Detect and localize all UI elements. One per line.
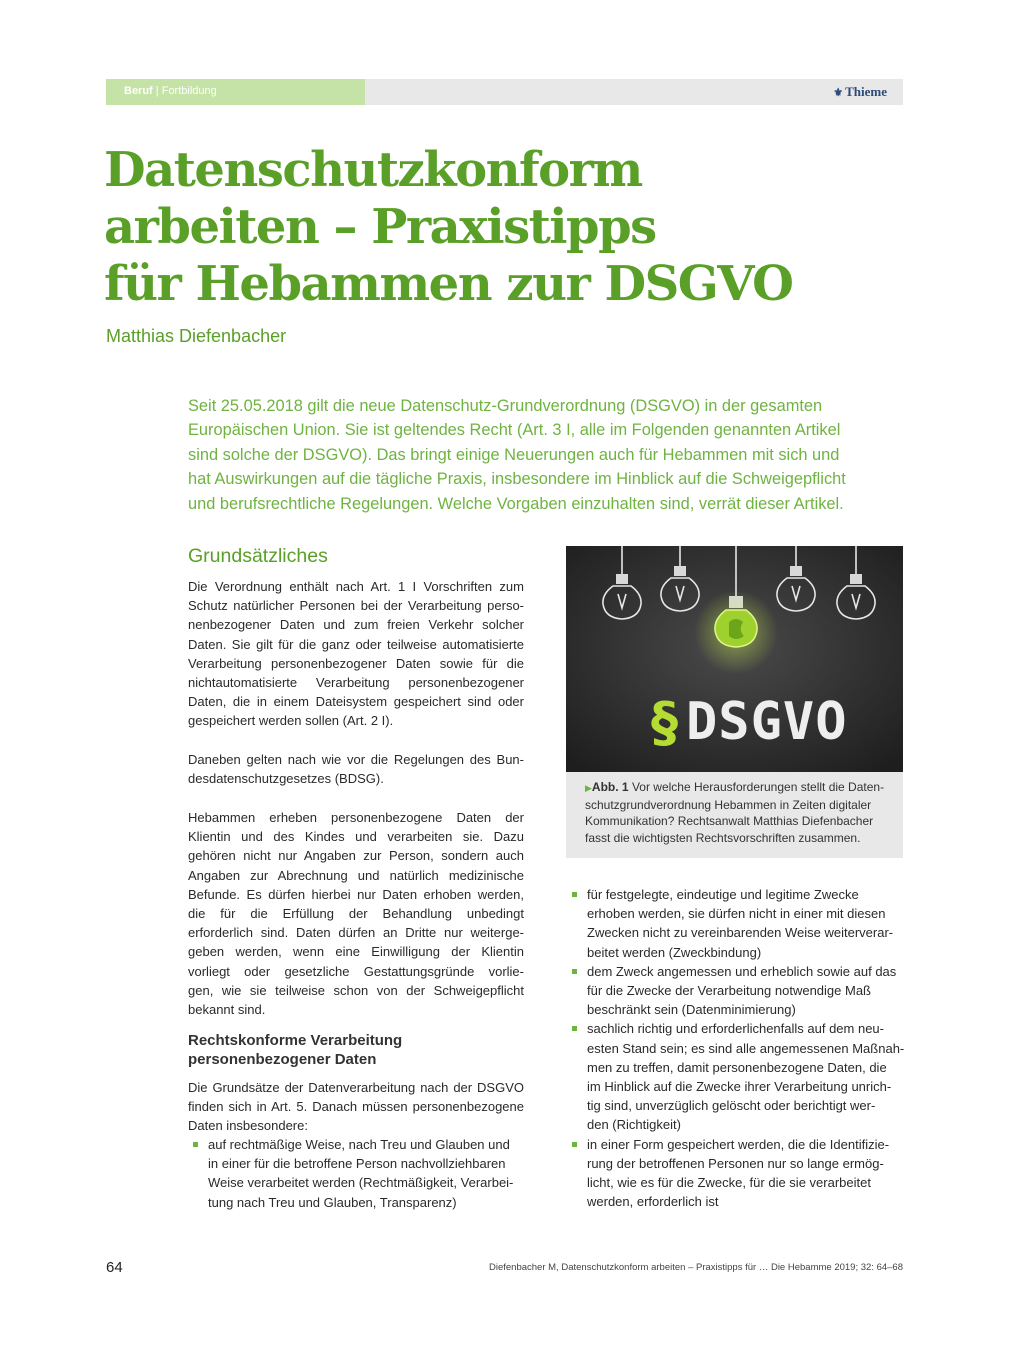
title-line: für Hebammen zur DSGVO <box>104 256 793 312</box>
paragraph-scope <box>188 577 524 731</box>
text-line: Daten, die in einem Dateisystem gespeichert sind oder <box>188 694 524 710</box>
text-line: in einer für die betroffene Person nachvollziehbaren <box>208 1156 506 1172</box>
caption-first-text: Vor welche Herausforderungen stellt die Daten- <box>631 780 885 794</box>
text-line: für festgelegte, eindeutige und legitime Zwecke <box>587 887 859 902</box>
subheading-rechtskonforme-verarbeitung <box>188 1031 524 1069</box>
text-line: Daten insbesondere: <box>188 1118 308 1134</box>
paragraph-hebammen <box>188 808 524 1019</box>
page-number: 64 <box>106 1259 123 1276</box>
text-line: auf rechtmäßige Weise, nach Treu und Glauben und <box>208 1137 510 1152</box>
principles-list-right <box>567 885 903 1211</box>
text-line: Angaben zur Abrechnung und natürlich medizinische <box>188 867 524 883</box>
text-line: desdatenschutzgesetzes (BDSG). <box>188 771 384 787</box>
lead-line: und berufsrechtliche Regelungen. Welche Vorgaben einzuhalten sind, verrät dieser Artikel. <box>188 494 844 513</box>
text-line: nichtautomatisierte Verarbeitung personenbezogener <box>188 675 524 691</box>
title-line: arbeiten – Praxistipps <box>104 199 656 255</box>
section-label <box>124 85 217 97</box>
section-heading-grundsaetzliches: Grundsätzliches <box>188 545 328 567</box>
text-line: gen, wie sie teilweise schon von der Schweigepflicht <box>188 982 524 998</box>
text-line: Verarbeitung personenbezogener Daten sowie für die <box>188 655 524 671</box>
text-line: werden, erforderlich ist <box>587 1194 719 1210</box>
lead-line: hat Auswirkungen auf die tägliche Praxis, insbesondere im Hinblick auf die Schweigepflicht <box>188 470 846 489</box>
text-line: in einer Form gespeichert werden, die die Identifizie- <box>587 1136 890 1152</box>
list-item <box>567 1019 903 1134</box>
text-line: finden sich in Art. 5. Danach müssen personenbezogene <box>188 1099 524 1115</box>
figure-dsgvo-image <box>566 546 903 772</box>
article-title <box>104 142 924 313</box>
text-line: rung der betroffenen Personen nur so lange ermög- <box>587 1155 884 1171</box>
thieme-emblem-icon: ⚜ <box>833 87 844 99</box>
caption-line <box>585 779 895 797</box>
text-line: den (Richtigkeit) <box>587 1117 681 1133</box>
subheading-line: personenbezogener Daten <box>188 1051 377 1068</box>
list-item <box>188 1135 524 1212</box>
chalkboard-bulbs-illustration <box>566 546 903 772</box>
text-line: men zu treffen, damit personenbezogene Daten, die <box>587 1059 887 1075</box>
text-line: beschränkt sein (Datenminimierung) <box>587 1002 796 1018</box>
lead-paragraph <box>188 394 908 516</box>
list-item <box>567 885 903 962</box>
text-line: Daneben gelten nach wie vor die Regelungen des Bun- <box>188 752 524 767</box>
text-line: esten Stand sein; es sind alle angemessenen Maßnah- <box>587 1040 905 1056</box>
caption-line: fasst die wichtigsten Rechtsvorschriften zusammen. <box>585 830 861 845</box>
publisher-logo <box>833 84 887 100</box>
text-line: Zwecken nicht zu vereinbarenden Weise weiterverar- <box>587 925 894 941</box>
subheading-line: Rechtskonforme Verarbeitung <box>188 1032 403 1049</box>
text-line: vorliegt oder gesetzliche Gestattungsgründe vorlie- <box>188 963 524 979</box>
text-line: im Hinblick auf die Zwecke ihrer Verarbeitung unrich- <box>587 1079 892 1095</box>
section-name: Beruf <box>124 85 153 97</box>
text-line: Klientin und des Kindes und verarbeiten sie. Dazu <box>188 829 524 845</box>
text-line: nenbezogener Daten und zum freien Verkehr solcher <box>188 617 524 633</box>
text-line: licht, wie es für die Zwecke, für die sie verarbeitet <box>587 1175 871 1191</box>
caption-text <box>585 779 895 846</box>
text-line: erhoben werden, sie dürfen nicht in einer mit diesen <box>587 906 886 922</box>
paragraph-bdsg <box>188 750 524 788</box>
caption-line: schutzgrundverordnung Hebammen in Zeiten digitaler <box>585 797 872 812</box>
caption-label: Abb. 1 <box>591 780 629 794</box>
lead-line: sind solche der DSGVO). Das bringt einige Neuerungen auch für Hebammen mit sich und <box>188 445 840 464</box>
text-line: Daten. Sie gilt für die ganz oder teilweise automatisierte <box>188 636 524 652</box>
figure-caption <box>566 772 903 858</box>
publisher-name: Thieme <box>845 84 887 99</box>
text-line: die für die Erfüllung der Behandlung unbedingt <box>188 906 524 922</box>
principles-list-left <box>188 1135 524 1212</box>
lead-line: Europäischen Union. Sie ist geltendes Recht (Art. 3 I, alle im Folgenden genannten Artikel <box>188 421 841 440</box>
dsgvo-image-text: DSGVO <box>686 692 848 752</box>
text-line: Die Grundsätze der Datenverarbeitung nach der DSGVO <box>188 1080 524 1095</box>
citation-footer: Diefenbacher M, Datenschutzkonform arbeiten – Praxistipps für … Die Hebamme 2019; 32: 64–68 <box>489 1262 903 1273</box>
text-line: Weise verarbeitet werden (Rechtmäßigkeit, Verarbei- <box>208 1175 514 1191</box>
text-line: tig sind, unverzüglich gelöscht oder berichtigt wer- <box>587 1098 876 1114</box>
list-item <box>567 1135 903 1212</box>
title-line: Datenschutzkonform <box>104 142 642 198</box>
triangle-marker-icon: ▶ <box>585 783 592 793</box>
text-line: für die Zwecke der Verarbeitung notwendige Maß <box>587 983 871 999</box>
paragraph-grundsaetze <box>188 1078 524 1136</box>
text-line: sachlich richtig und erforderlichenfalls auf dem neu- <box>587 1021 884 1037</box>
paragraph-symbol: § <box>651 691 678 754</box>
caption-line: Kommunikation? Rechtsanwalt Matthias Diefenbacher <box>585 814 874 828</box>
text-line: bekannt sind. <box>188 1002 266 1018</box>
section-header-bar <box>106 79 903 105</box>
text-line: gespeichert werden sollen (Art. 2 I). <box>188 713 394 729</box>
text-line: Schutz natürlicher Personen bei der Verarbeitung perso- <box>188 598 524 614</box>
text-line: Die Verordnung enthält nach Art. 1 I Vorschriften zum <box>188 579 524 594</box>
lead-line: Seit 25.05.2018 gilt die neue Datenschutz-Grundverordnung (DSGVO) in der gesamten <box>188 397 823 415</box>
text-line: geben werden, wenn eine Einwilligung der Klientin <box>188 944 524 960</box>
list-item <box>567 962 903 1020</box>
section-separator: | <box>155 85 159 97</box>
text-line: tung nach Treu und Glauben, Transparenz) <box>208 1194 457 1210</box>
text-line: erforderlich sind. Daten dürfen an Dritte nur weiterge- <box>188 925 524 941</box>
text-line: dem Zweck angemessen und erheblich sowie auf das <box>587 963 897 979</box>
text-line: gehören nicht nur Angaben zur Person, sondern auch <box>188 848 524 864</box>
text-line: Hebammen erheben personenbezogene Daten der <box>188 810 524 825</box>
text-line: Befunde. Es dürfen hierbei nur Daten erhoben werden, <box>188 886 524 902</box>
text-line: beitet werden (Zweckbindung) <box>587 944 762 960</box>
subsection-name: Fortbildung <box>161 85 217 97</box>
author-name: Matthias Diefenbacher <box>106 326 287 346</box>
